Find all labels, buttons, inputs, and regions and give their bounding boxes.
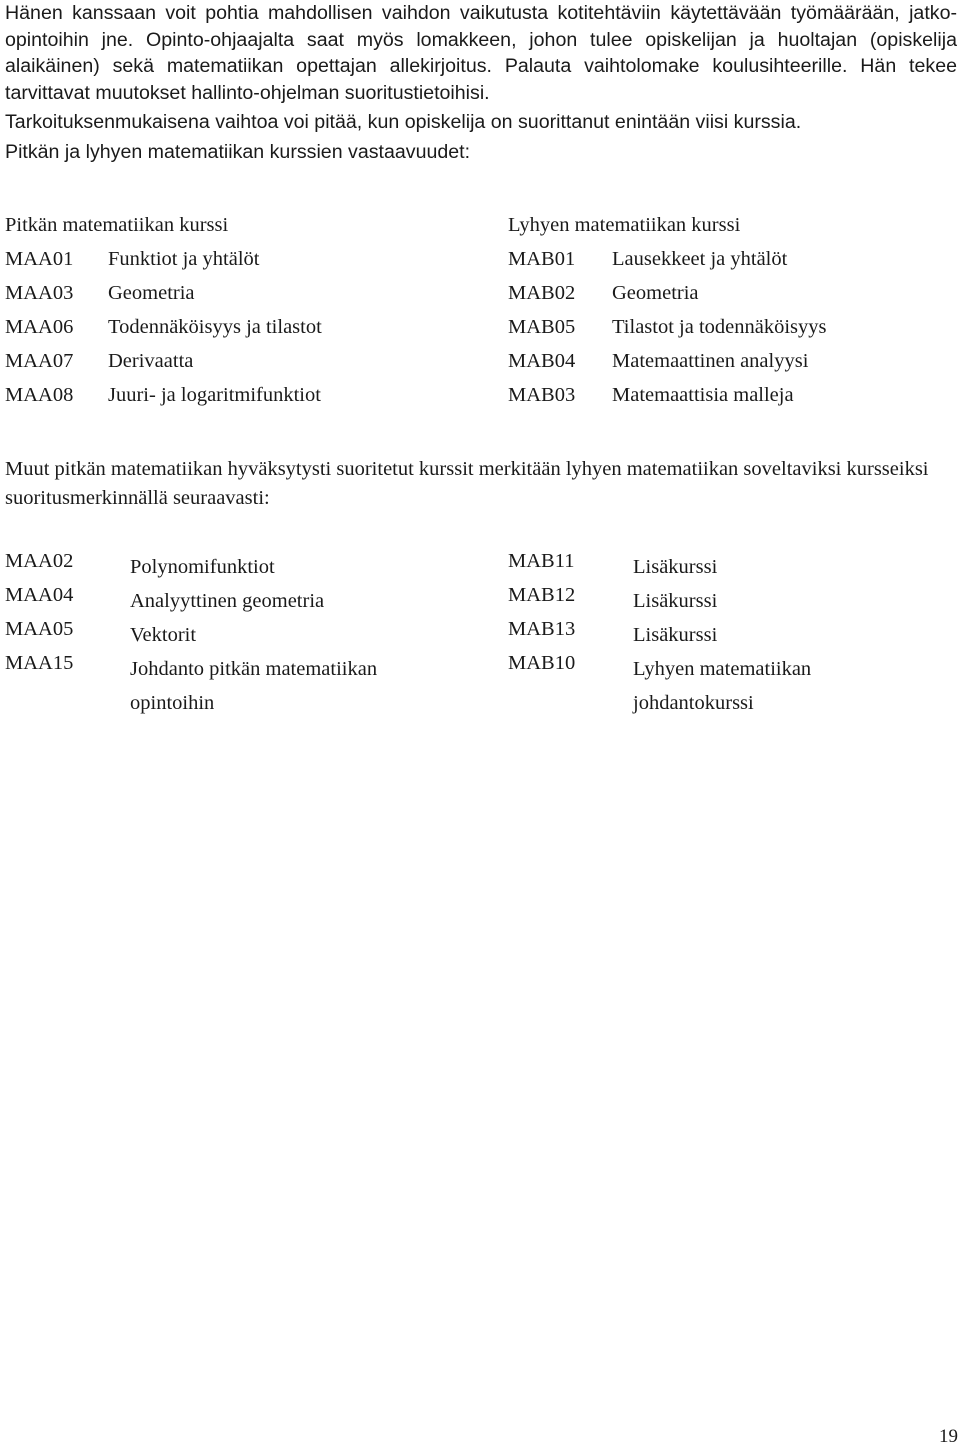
- long-course-code: MAA06: [5, 316, 74, 338]
- short-course-name: Lisäkurssi: [633, 556, 718, 578]
- short-course-code: MAB13: [508, 618, 576, 640]
- long-course-name: Funktiot ja yhtälöt: [108, 248, 260, 270]
- short-course-code: MAB03: [508, 384, 576, 406]
- short-course-code: MAB01: [508, 248, 576, 270]
- short-course-name: Lausekkeet ja yhtälöt: [612, 248, 788, 270]
- long-course-name: Analyyttinen geometria: [130, 590, 325, 612]
- header-long-course: Pitkän matematiikan kurssi: [5, 214, 229, 236]
- header-short-course: Lyhyen matematiikan kurssi: [508, 214, 741, 236]
- long-course-name: Derivaatta: [108, 350, 194, 372]
- short-course-name: Lisäkurssi: [633, 590, 718, 612]
- long-course-code: MAA04: [5, 584, 74, 606]
- intro-paragraph-text: Hänen kanssaan voit pohtia mahdollisen vaihdon vaikutusta kotitehtäviin käytettävään työmäärään, jatko-opintoihin jne. Opinto-ohjaajalta saat myös lomakkeen, johon tulee opiskelijan ja huoltajan (opiskelija alaikäinen) sekä matematiikan opettajan allekirjoitus. Palauta vaihtolomake koulusihteerille.: [5, 2, 957, 77]
- applied-courses-table: [5, 550, 957, 725]
- short-course-code: MAB05: [508, 316, 576, 338]
- short-course-code: MAB11: [508, 550, 575, 572]
- correspondence-table: [5, 214, 957, 424]
- short-course-name: Lyhyen matematiikan johdantokurssi: [633, 658, 812, 714]
- short-course-code: MAB10: [508, 652, 576, 674]
- long-course-name: Todennäköisyys ja tilastot: [108, 316, 322, 338]
- applied-courses-note: Muut pitkän matematiikan hyväksytysti suoritetut kurssit merkitään lyhyen matematiikan soveltaviksi kursseiksi suoritusmerkinnällä seuraavasti:: [5, 458, 929, 509]
- intro-line-2: Tarkoituksenmukaisena vaihtoa voi pitää, kun opiskelija on suorittanut enintään viisi kurssia.: [5, 111, 802, 133]
- intro-line-3: Pitkän ja lyhyen matematiikan kurssien vastaavuudet:: [5, 140, 471, 163]
- long-course-name: Johdanto pitkän matematiikan opintoihin: [130, 658, 378, 714]
- intro-paragraph-tail: Hän tekee tarvittavat muutokset hallinto-ohjelman suoritustietoihisi.: [5, 55, 957, 104]
- short-course-name: Matemaattisia malleja: [612, 384, 794, 406]
- long-course-name: Geometria: [108, 282, 195, 304]
- long-course-code: MAA05: [5, 618, 74, 640]
- long-course-code: MAA02: [5, 550, 74, 572]
- short-course-code: MAB04: [508, 350, 576, 372]
- short-course-name: Geometria: [612, 282, 699, 304]
- long-course-name: Juuri- ja logaritmifunktiot: [108, 384, 321, 406]
- intro-section: [5, 0, 957, 165]
- page-number: 19: [939, 1426, 958, 1447]
- long-course-name: Vektorit: [130, 624, 197, 646]
- long-course-code: MAA08: [5, 384, 74, 406]
- long-course-code: MAA01: [5, 248, 74, 270]
- short-course-code: MAB12: [508, 584, 576, 606]
- short-course-name: Tilastot ja todennäköisyys: [612, 316, 827, 338]
- long-course-name: Polynomifunktiot: [130, 556, 275, 578]
- intro-paragraph: [5, 0, 957, 106]
- short-course-name: Lisäkurssi: [633, 624, 718, 646]
- long-course-code: MAA07: [5, 350, 74, 372]
- long-course-code: MAA15: [5, 652, 74, 674]
- short-course-name: Matemaattinen analyysi: [612, 350, 809, 372]
- long-course-code: MAA03: [5, 282, 74, 304]
- short-course-code: MAB02: [508, 282, 576, 304]
